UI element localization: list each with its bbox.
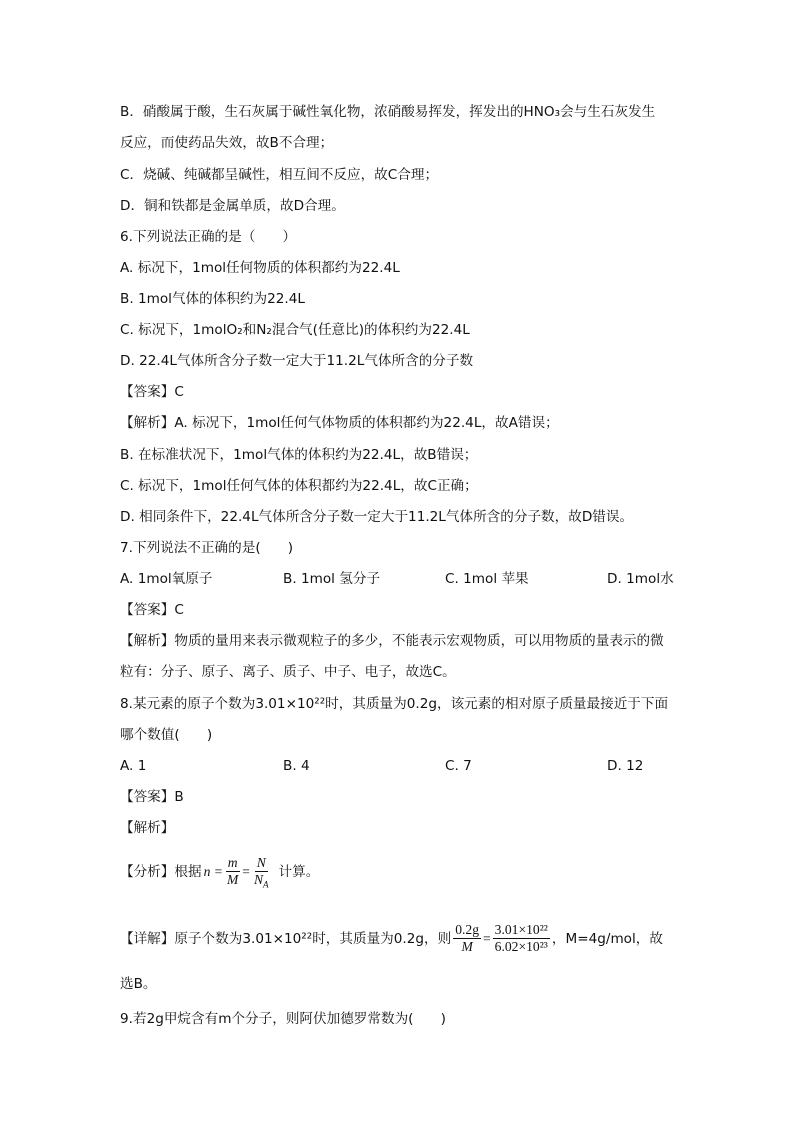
question-8-analysis-label: 【解析】 (120, 820, 175, 836)
xiangjie-prefix: 【详解】原子个数为3.01×10²²时，其质量为0.2g，则 (120, 930, 452, 947)
question-6-option-d: D. 22.4L气体所含分子数一定大于11.2L气体所含的分子数 (120, 353, 474, 369)
formula-2-fraction-1-denominator: M (461, 939, 473, 954)
formula-2-fraction-2-numerator: 3.01×10²² (494, 922, 548, 937)
fenxi-prefix: 【分析】根据 (120, 863, 202, 880)
question-8-option-c: C. 7 (445, 758, 472, 774)
fenxi-suffix: 计算。 (278, 863, 320, 880)
formula-1-fraction-2-denominator-base: N (253, 872, 264, 887)
question-6-analysis-1: 【解析】A. 标况下，1mol任何气体物质的体积都约为22.4L，故A错误； (120, 415, 559, 431)
c-explanation: C．烧碱、纯碱都呈碱性，相互间不反应，故C合理； (120, 167, 439, 183)
question-7-option-c: C. 1mol 苹果 (445, 571, 529, 587)
question-6-stem: 6.下列说法正确的是（ ） (120, 229, 297, 245)
formula-1-fraction-1 (225, 855, 240, 888)
question-7-stem: 7.下列说法不正确的是( ) (120, 540, 294, 556)
question-6-analysis-2: B. 在标准状况下，1mol气体的体积约为22.4L，故B错误； (120, 447, 478, 463)
question-8-answer: 【答案】B (120, 789, 184, 805)
question-7-option-d: D. 1mol水 (607, 571, 674, 587)
question-6-analysis-4: D. 相同条件下，22.4L气体所含分子数一定大于11.2L气体所含的分子数，故D错误。 (120, 509, 634, 525)
formula-1-fraction-2-denominator-sub: A (263, 879, 269, 890)
question-6-answer: 【答案】C (120, 384, 184, 400)
d-explanation: D．铜和铁都是金属单质，故D合理。 (120, 198, 345, 214)
question-7-option-b: B. 1mol 氢分子 (283, 571, 381, 587)
b-explanation-line-2: 反应，而使药品失效，故B不合理； (120, 135, 334, 151)
question-8-stem-1: 8.某元素的原子个数为3.01×10²²时，其质量为0.2g，该元素的相对原子质量最接近于下面 (120, 696, 669, 712)
question-6-analysis-3: C. 标况下，1mol任何气体的体积都约为22.4L，故C正确； (120, 478, 478, 494)
formula-2-fraction-1 (453, 922, 481, 955)
question-6-option-b: B. 1mol气体的体积约为22.4L (120, 291, 305, 307)
question-8-xiangjie-end: 选B。 (120, 976, 157, 992)
question-7-analysis-2: 粒有：分子、原子、离子、质子、中子、电子，故选C。 (120, 664, 456, 680)
question-8-fenxi (120, 855, 319, 888)
formula-1-equals: = (242, 863, 250, 879)
formula-1-fraction-1-denominator: M (226, 872, 239, 887)
question-8-option-b: B. 4 (283, 758, 310, 774)
question-7-analysis-1: 【解析】物质的量用来表示微观粒子的多少，不能表示宏观物质，可以用物质的量表示的微 (120, 633, 664, 649)
question-6-option-c: C. 标况下，1molO₂和N₂混合气(任意比)的体积约为22.4L (120, 322, 470, 338)
formula-1-fraction-2-denominator (252, 872, 271, 888)
question-8-xiangjie (120, 922, 663, 955)
formula-2-fraction-2 (493, 922, 550, 955)
formula-2-fraction-2-denominator: 6.02×10²³ (494, 939, 548, 954)
formula-1-fraction-1-numerator: m (227, 855, 238, 870)
b-explanation-line-1: B．硝酸属于酸，生石灰属于碱性氧化物，浓硝酸易挥发，挥发出的HNO₃会与生石灰发生 (120, 104, 656, 120)
formula-2-equals: = (483, 930, 491, 946)
formula-1-lhs: n = (203, 863, 223, 879)
question-7-answer: 【答案】C (120, 602, 184, 618)
formula-1-fraction-2 (252, 855, 271, 888)
question-8-stem-2: 哪个数值( ) (120, 727, 213, 743)
question-8-option-a: A. 1 (120, 758, 147, 774)
question-6-option-a: A. 标况下，1mol任何物质的体积都约为22.4L (120, 260, 400, 276)
formula-1-fraction-2-numerator: N (256, 855, 266, 870)
question-7-option-a: A. 1mol氧原子 (120, 571, 213, 587)
xiangjie-suffix: ，M=4g/mol，故 (551, 930, 663, 947)
question-9-stem: 9.若2g甲烷含有m个分子，则阿伏加德罗常数为( ) (120, 1011, 446, 1027)
question-8-option-d: D. 12 (607, 758, 644, 774)
formula-2-fraction-1-numerator: 0.2g (455, 922, 479, 937)
